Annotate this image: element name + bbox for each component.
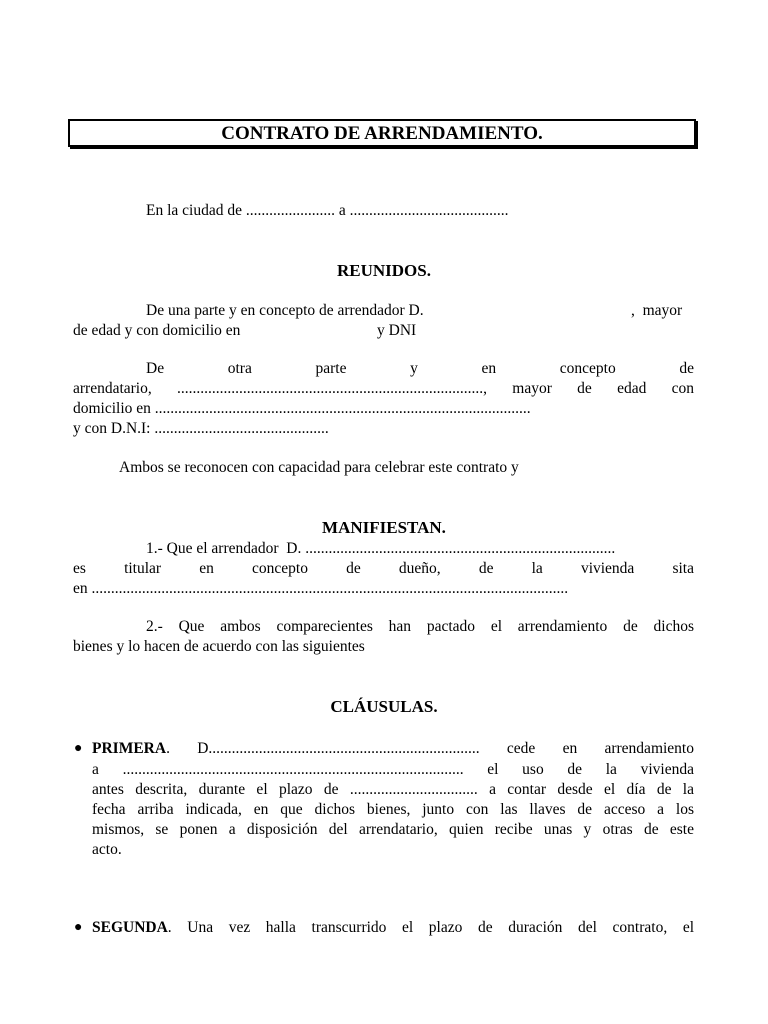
manifiestan-p1-line1: 1.- Que el arrendador D. ................................................................................	[146, 540, 616, 557]
reunidos-p1-line2-a: de edad y con domicilio en	[73, 322, 241, 339]
primera-line4: fecha arriba indicada, en que dichos bienes, junto con las llaves de acceso a los	[92, 801, 694, 818]
clausulas-heading: CLÁUSULAS.	[330, 697, 438, 716]
segunda-label: SEGUNDA	[92, 919, 168, 936]
bullet-segunda: ●	[74, 920, 83, 935]
reunidos-p2-line2: arrendatario, ..............................................................................., mayor de edad con	[73, 380, 694, 397]
manifiestan-p2-line2: bienes y lo hacen de acuerdo con las siguientes	[73, 638, 365, 655]
reunidos-p3: Ambos se reconocen con capacidad para celebrar este contrato y	[119, 459, 519, 476]
primera-line3: antes descrita, durante el plazo de ................................. a contar desde el día de la	[92, 781, 694, 798]
segunda-line1-text: . Una vez halla transcurrido el plazo de duración del contrato, el	[167, 919, 694, 936]
manifiestan-heading: MANIFIESTAN.	[322, 518, 446, 537]
reunidos-p2-line3: domicilio en .................................................................................................	[73, 400, 531, 417]
reunidos-p1-line2-b: y DNI	[377, 322, 417, 339]
reunidos-p2-line4: y con D.N.I: .............................................	[73, 420, 329, 437]
manifiestan-p2-line1: 2.- Que ambos comparecientes han pactado el arrendamiento de dichos	[146, 618, 694, 635]
primera-line1-text: . D...................................................................... cede en arrendamiento	[166, 740, 694, 757]
primera-label: PRIMERA	[92, 740, 167, 757]
reunidos-p1-line1-a: De una parte y en concepto de arrendador D.	[146, 302, 424, 319]
manifiestan-p1-line2: es titular en concepto de dueño, de la vivienda sita	[73, 560, 694, 577]
bullet-primera: ●	[74, 741, 83, 756]
segunda-line1	[92, 918, 694, 938]
reunidos-p2-line1: De otra parte y en concepto de	[146, 360, 694, 377]
document-title: CONTRATO DE ARRENDAMIENTO.	[68, 119, 696, 147]
primera-line2: a ........................................................................................ el uso de la vivienda	[92, 761, 694, 778]
reunidos-p1-line1-b: , mayor	[631, 302, 683, 319]
primera-line5: mismos, se ponen a disposición del arrendatario, quien recibe unas y otras de este	[92, 821, 694, 838]
intro-line: En la ciudad de ....................... a .........................................	[146, 202, 509, 219]
primera-line6: acto.	[92, 841, 122, 858]
primera-line1	[92, 739, 694, 759]
reunidos-heading: REUNIDOS.	[337, 261, 431, 280]
manifiestan-p1-line3: en ...........................................................................................................................	[73, 580, 569, 597]
